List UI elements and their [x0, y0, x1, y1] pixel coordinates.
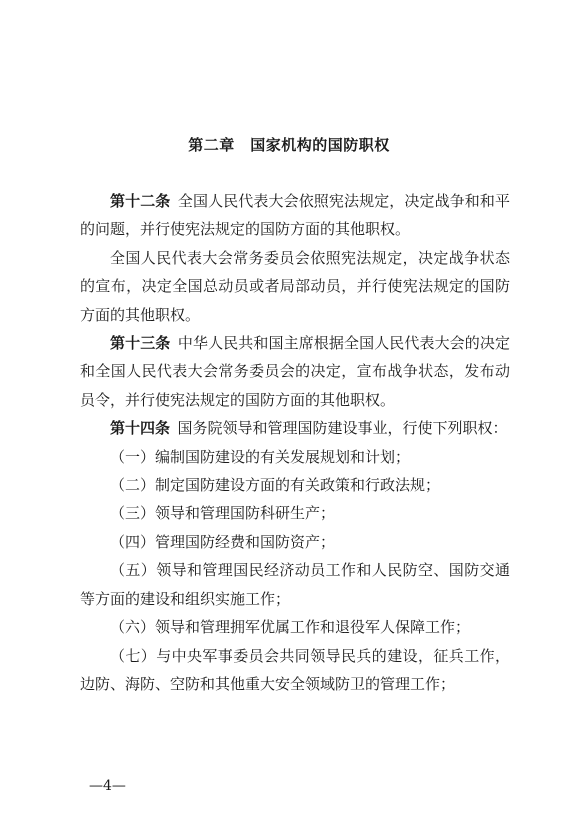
- list-item: （七）与中央军事委员会共同领导民兵的建设，征兵工作，边防、海防、空防和其他重大安全领域防卫的管理工作；: [80, 646, 510, 693]
- list-item: （六）领导和管理拥军优属工作和退役军人保障工作；: [110, 618, 471, 637]
- list-item: （一）编制国防建设的有关发展规划和计划；: [110, 447, 411, 466]
- article-text: 全国人民代表大会依照宪法规定，决定战争和和平的问题，并行使宪法规定的国防方面的其他职权。: [80, 192, 510, 239]
- article-paragraph: [80, 414, 510, 442]
- list-item: （四）管理国防经费和国防资产；: [110, 532, 336, 551]
- body-text: [80, 187, 510, 698]
- article-paragraph: [80, 244, 510, 329]
- page-number: —4—: [89, 778, 126, 794]
- list-item: （五）领导和管理国民经济动员工作和人民防空、国防交通等方面的建设和组织实施工作；: [80, 561, 510, 608]
- article-text: 全国人民代表大会常务委员会依照宪法规定，决定战争状态的宣布，决定全国总动员或者局部动员，并行使宪法规定的国防方面的其他职权。: [80, 248, 510, 324]
- article-number: 第十三条: [110, 334, 171, 353]
- article-text: 国务院领导和管理国防建设事业，行使下列职权：: [177, 419, 508, 438]
- article-text: 中华人民共和国主席根据全国人民代表大会的决定和全国人民代表大会常务委员会的决定，宣布战争状态，发布动员令，并行使宪法规定的国防方面的其他职权。: [80, 334, 510, 409]
- article-paragraph: [80, 329, 510, 414]
- chapter-title: 第二章 国家机构的国防职权: [188, 136, 390, 154]
- list-item: （二）制定国防建设方面的有关政策和行政法规；: [110, 476, 441, 495]
- article-number: 第十四条: [110, 419, 171, 438]
- article-number: 第十二条: [110, 192, 171, 210]
- list-item: （三）领导和管理国防科研生产；: [110, 504, 336, 523]
- article-paragraph: [80, 187, 510, 244]
